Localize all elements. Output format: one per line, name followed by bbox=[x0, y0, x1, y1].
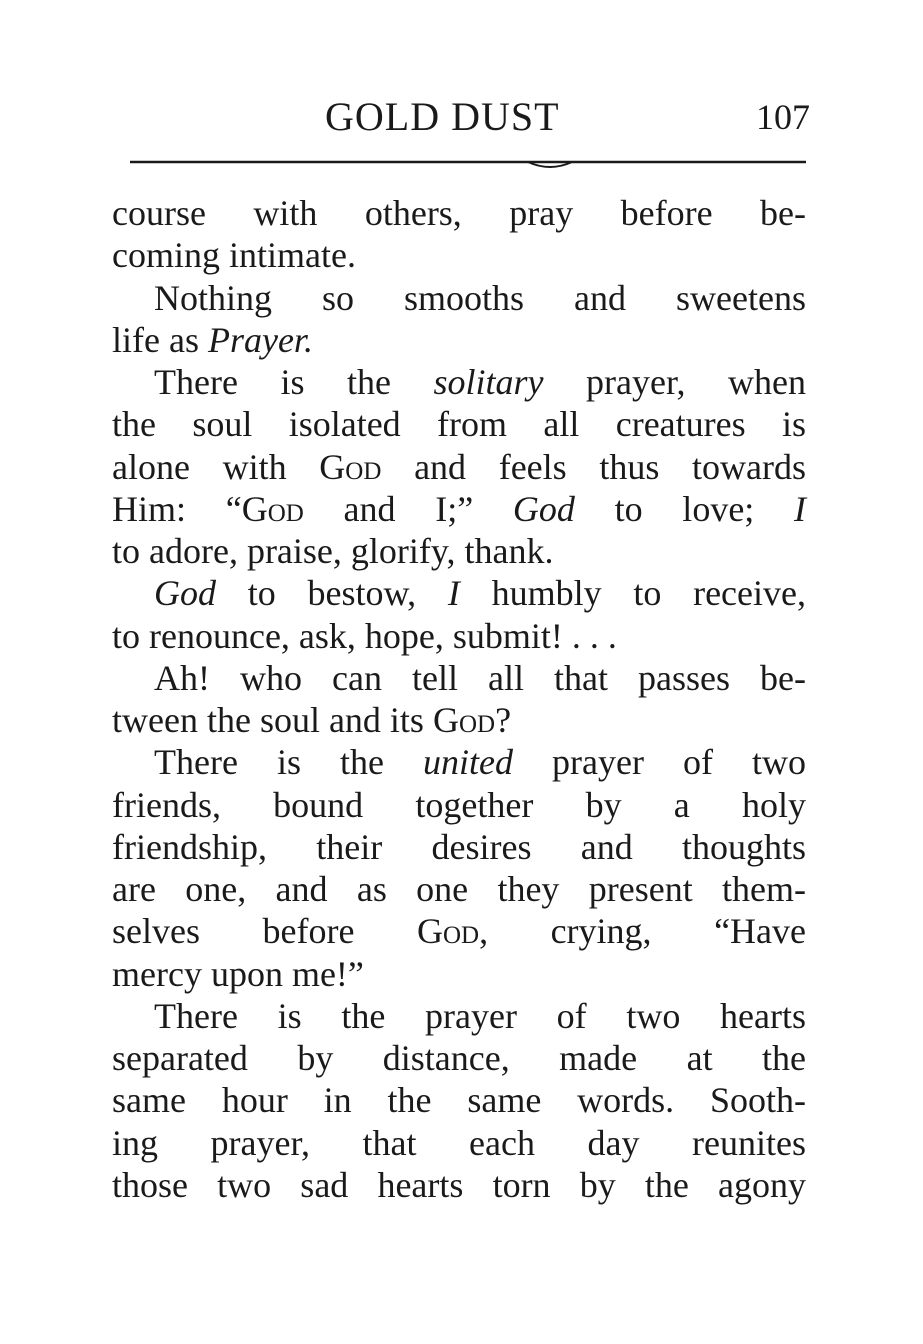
italic-text: God bbox=[154, 573, 216, 614]
text-line bbox=[112, 234, 806, 276]
small-caps-text: God bbox=[241, 488, 304, 529]
text-line bbox=[112, 192, 806, 234]
text-span: the soul isolated from all creatures is bbox=[112, 404, 806, 445]
text-span: Ah! who can tell all that passes be- bbox=[154, 657, 806, 698]
text-line bbox=[112, 657, 806, 699]
text-line bbox=[112, 868, 806, 910]
italic-text: solitary bbox=[433, 362, 544, 402]
page-header bbox=[0, 92, 923, 142]
text-span: same hour in the same words. Sooth- bbox=[112, 1080, 806, 1121]
text-span: alone with bbox=[112, 446, 320, 487]
text-line bbox=[112, 699, 806, 741]
text-line bbox=[112, 995, 806, 1037]
text-line bbox=[112, 784, 806, 826]
header-rule bbox=[130, 158, 806, 174]
text-span: friends, bound together by a holy bbox=[112, 784, 806, 825]
text-line bbox=[112, 910, 806, 952]
text-span: There is the bbox=[154, 362, 434, 402]
text-line bbox=[112, 277, 806, 319]
italic-text: I bbox=[794, 488, 807, 529]
text-line bbox=[112, 826, 806, 868]
text-line bbox=[112, 1079, 806, 1121]
text-line bbox=[112, 488, 806, 530]
small-caps-text: God bbox=[432, 700, 496, 740]
text-line bbox=[112, 572, 806, 614]
text-span: , crying, “Have bbox=[479, 911, 806, 952]
text-span: friendship, their desires and thoughts bbox=[112, 826, 806, 867]
text-span: those two sad hearts torn by the agony bbox=[112, 1164, 806, 1205]
text-span: ? bbox=[495, 700, 512, 740]
text-span: separated by distance, made at the bbox=[112, 1038, 806, 1078]
text-span: mercy upon me!” bbox=[112, 953, 364, 994]
text-span: coming intimate. bbox=[112, 235, 356, 276]
text-line bbox=[112, 1122, 806, 1164]
text-line bbox=[112, 446, 806, 488]
text-span: Nothing so smooths and sweetens bbox=[154, 277, 806, 318]
text-span: and feels thus towards bbox=[381, 446, 806, 487]
text-line bbox=[112, 1164, 806, 1206]
text-span: to bestow, bbox=[216, 573, 448, 614]
text-span: ing prayer, that each day reunites bbox=[112, 1122, 806, 1163]
text-line bbox=[112, 319, 806, 361]
text-line bbox=[112, 1037, 806, 1079]
text-line bbox=[112, 361, 806, 403]
text-span: to renounce, ask, hope, submit! . . . bbox=[112, 615, 617, 656]
text-span: There is the prayer of two hearts bbox=[154, 995, 806, 1036]
text-line bbox=[112, 615, 806, 657]
text-span: There is the bbox=[154, 742, 424, 783]
small-caps-text: God bbox=[319, 446, 382, 487]
text-span: and I;” bbox=[303, 488, 513, 529]
text-span: prayer of two bbox=[513, 742, 807, 783]
small-caps-text: God bbox=[416, 911, 480, 952]
running-title: GOLD DUST bbox=[325, 94, 560, 139]
text-line bbox=[112, 530, 806, 572]
body-text bbox=[112, 192, 806, 1206]
text-span: humbly to receive, bbox=[459, 573, 806, 614]
text-line bbox=[112, 403, 806, 445]
page-number: 107 bbox=[756, 97, 810, 137]
text-span: selves before bbox=[112, 911, 417, 952]
text-span: Him: “ bbox=[112, 488, 242, 529]
text-span: are one, and as one they present them- bbox=[112, 869, 806, 909]
text-span: to love; bbox=[574, 488, 795, 529]
text-line bbox=[112, 953, 806, 995]
italic-text: God bbox=[512, 488, 575, 529]
text-span: life as bbox=[112, 319, 208, 360]
text-span: prayer, when bbox=[543, 362, 806, 402]
italic-text: I bbox=[447, 573, 460, 614]
italic-text: Prayer. bbox=[207, 319, 313, 360]
italic-text: united bbox=[423, 742, 513, 783]
text-span: course with others, pray before be- bbox=[112, 193, 806, 233]
text-span: tween the soul and its bbox=[112, 700, 433, 740]
text-span: to adore, praise, glorify, thank. bbox=[112, 531, 554, 571]
text-line bbox=[112, 741, 806, 783]
